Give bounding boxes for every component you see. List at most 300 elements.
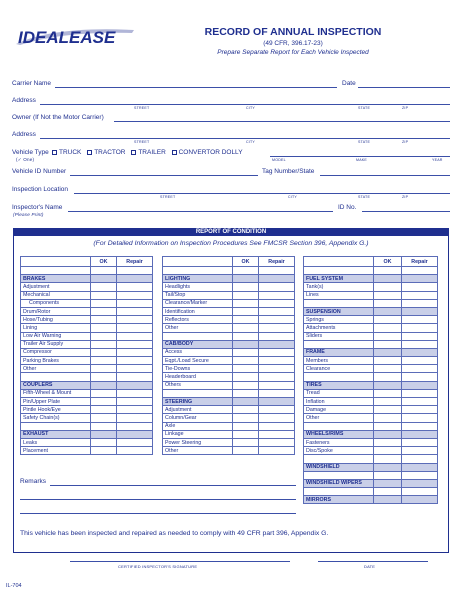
inspection-item-label: Members (304, 357, 374, 365)
repair-checkbox-cell[interactable] (259, 430, 295, 438)
repair-checkbox-cell[interactable] (117, 291, 153, 299)
category-ok-cell (374, 496, 402, 504)
ok-checkbox-cell[interactable] (91, 283, 117, 291)
inspection-item-label: Sliders (304, 332, 374, 340)
spacer-row (304, 455, 438, 463)
category-repair-cell (402, 307, 438, 315)
repair-checkbox-cell[interactable] (259, 406, 295, 414)
make-caption: MAKE (356, 158, 367, 162)
category-row (163, 398, 295, 406)
table-row (163, 357, 295, 365)
repair-checkbox-cell[interactable] (259, 422, 295, 430)
table-row (21, 307, 153, 315)
inspection-item-label: Identification (163, 307, 233, 315)
table-row (21, 316, 153, 324)
ok-checkbox-cell[interactable] (233, 348, 259, 356)
address-field[interactable] (40, 104, 450, 105)
inspection-item-label: Linkage (163, 430, 233, 438)
table-row (163, 438, 295, 446)
spacer-cell (163, 332, 233, 340)
table-row (163, 324, 295, 332)
vehicle-id-field[interactable] (70, 175, 258, 176)
repair-checkbox-cell[interactable] (259, 307, 295, 315)
spacer-cell (402, 299, 438, 307)
repair-checkbox-cell[interactable] (117, 406, 153, 414)
report-heading: REPORT OF CONDITION (13, 228, 449, 236)
repair-checkbox-cell[interactable] (402, 398, 438, 406)
spacer-cell (91, 267, 117, 275)
ok-checkbox-cell[interactable] (374, 406, 402, 414)
category-repair-cell (117, 430, 153, 438)
category-row (304, 348, 438, 356)
inspection-item-label: Lining (21, 324, 91, 332)
category-row (163, 275, 295, 283)
spacer-cell (402, 422, 438, 430)
ok-checkbox-cell[interactable] (91, 291, 117, 299)
ok-checkbox-cell[interactable] (233, 406, 259, 414)
category-repair-cell (117, 275, 153, 283)
ok-checkbox-cell[interactable] (91, 299, 117, 307)
please-print-caption: (Please Print) (13, 212, 44, 217)
ok-checkbox-cell[interactable] (91, 332, 117, 340)
category-heading: LIGHTING (163, 275, 233, 283)
ok-checkbox-cell[interactable] (91, 447, 117, 455)
category-row (21, 381, 153, 389)
spacer-cell (374, 455, 402, 463)
spacer-cell (304, 299, 374, 307)
category-repair-cell (402, 430, 438, 438)
repair-checkbox-cell[interactable] (259, 316, 295, 324)
table-row (304, 324, 438, 332)
ok-checkbox-cell[interactable] (374, 438, 402, 446)
repair-checkbox-cell[interactable] (402, 283, 438, 291)
remarks-line-3[interactable] (20, 513, 296, 514)
repair-checkbox-cell[interactable] (259, 373, 295, 381)
table-row (163, 447, 295, 455)
spacer-cell (402, 373, 438, 381)
spacer-cell (374, 267, 402, 275)
repair-checkbox-cell[interactable] (259, 438, 295, 446)
repair-checkbox-cell[interactable] (402, 332, 438, 340)
category-row (21, 430, 153, 438)
ok-checkbox-cell[interactable] (233, 316, 259, 324)
ok-checkbox-cell[interactable] (233, 438, 259, 446)
signature-date-caption: DATE (364, 564, 376, 569)
table-row (304, 406, 438, 414)
table-header-row (21, 257, 153, 267)
regulation-ref: (49 CFR, 396.17-23) (263, 40, 323, 47)
inspection-item-label: Other (163, 324, 233, 332)
table-row (21, 357, 153, 365)
idealease-logo (14, 24, 138, 50)
spacer-cell (91, 422, 117, 430)
spacer-cell (374, 471, 402, 479)
inspection-location-field[interactable] (74, 193, 450, 194)
repair-checkbox-cell[interactable] (402, 291, 438, 299)
ok-checkbox-cell[interactable] (374, 389, 402, 397)
inspection-item-label: Pin/Upper Plate (21, 398, 91, 406)
ok-checkbox-cell[interactable] (233, 324, 259, 332)
table-row (304, 283, 438, 291)
spacer-row (21, 267, 153, 275)
ok-checkbox-cell[interactable] (374, 357, 402, 365)
ok-column-header: OK (374, 257, 402, 267)
repair-checkbox-cell[interactable] (259, 348, 295, 356)
table-row (21, 332, 153, 340)
street-caption: STREET (160, 195, 176, 199)
ok-checkbox-cell[interactable] (91, 398, 117, 406)
repair-checkbox-cell[interactable] (402, 438, 438, 446)
ok-checkbox-cell[interactable] (233, 291, 259, 299)
inspection-item-label: Other (21, 365, 91, 373)
ok-checkbox-cell[interactable] (233, 307, 259, 315)
category-heading: COUPLERS (21, 381, 91, 389)
repair-checkbox-cell[interactable] (117, 447, 153, 455)
trailer-checkbox[interactable] (131, 150, 136, 155)
category-ok-cell (233, 340, 259, 348)
ok-checkbox-cell[interactable] (91, 389, 117, 397)
repair-checkbox-cell[interactable] (402, 365, 438, 373)
repair-checkbox-cell[interactable] (117, 324, 153, 332)
spacer-cell (374, 373, 402, 381)
repair-checkbox-cell[interactable] (259, 299, 295, 307)
convertor-dolly-label: CONVERTOR DOLLY (178, 149, 243, 156)
category-row (304, 430, 438, 438)
ok-checkbox-cell[interactable] (91, 438, 117, 446)
inspection-item-label: Eqpt./Load Secure (163, 357, 233, 365)
ok-checkbox-cell[interactable] (233, 299, 259, 307)
repair-checkbox-cell[interactable] (117, 348, 153, 356)
id-no-label: ID No. (338, 204, 357, 211)
spacer-cell (163, 389, 233, 397)
ok-checkbox-cell[interactable] (233, 365, 259, 373)
tractor-checkbox[interactable] (87, 150, 92, 155)
ok-checkbox-cell[interactable] (233, 422, 259, 430)
ok-checkbox-cell[interactable] (374, 291, 402, 299)
table-header-row (304, 257, 438, 267)
spacer-row (163, 332, 295, 340)
spacer-row (304, 488, 438, 496)
owner-field[interactable] (114, 121, 450, 122)
category-repair-cell (402, 463, 438, 471)
repair-checkbox-cell[interactable] (117, 299, 153, 307)
ok-checkbox-cell[interactable] (233, 357, 259, 365)
table-row (163, 299, 295, 307)
inspection-item-label: Adjustment (21, 283, 91, 291)
tag-number-field[interactable] (320, 175, 450, 176)
table-row (21, 406, 153, 414)
repair-checkbox-cell[interactable] (117, 365, 153, 373)
repair-checkbox-cell[interactable] (259, 357, 295, 365)
spacer-cell (117, 373, 153, 381)
ok-checkbox-cell[interactable] (374, 316, 402, 324)
category-heading: EXHAUST (21, 430, 91, 438)
repair-checkbox-cell[interactable] (117, 357, 153, 365)
ok-checkbox-cell[interactable] (374, 447, 402, 455)
ok-checkbox-cell[interactable] (91, 324, 117, 332)
address-label: Address (12, 97, 36, 104)
table-row (304, 316, 438, 324)
tractor-label: TRACTOR (94, 149, 126, 156)
category-ok-cell (374, 381, 402, 389)
repair-checkbox-cell[interactable] (117, 438, 153, 446)
owner-address-field[interactable] (40, 138, 450, 139)
repair-checkbox-cell[interactable] (402, 316, 438, 324)
repair-checkbox-cell[interactable] (402, 414, 438, 422)
table-row (21, 398, 153, 406)
category-repair-cell (402, 348, 438, 356)
repair-checkbox-cell[interactable] (402, 389, 438, 397)
ok-checkbox-cell[interactable] (91, 357, 117, 365)
signature-date-field[interactable] (318, 561, 428, 562)
category-repair-cell (259, 340, 295, 348)
zip-caption: ZIP (402, 195, 409, 199)
id-no-field[interactable] (362, 211, 450, 212)
spacer-cell (259, 332, 295, 340)
category-ok-cell (374, 463, 402, 471)
repair-column-header: Repair (402, 257, 438, 267)
spacer-cell (163, 267, 233, 275)
spacer-row (163, 389, 295, 397)
table-row (304, 332, 438, 340)
spacer-cell (374, 340, 402, 348)
ok-checkbox-cell[interactable] (374, 414, 402, 422)
certification-statement: This vehicle has been inspected and repaired as needed to comply with 49 CFR part 396, Appendix G. (20, 530, 329, 537)
table-row (21, 324, 153, 332)
spacer-row (304, 471, 438, 479)
repair-checkbox-cell[interactable] (259, 291, 295, 299)
make-model-year-field[interactable] (270, 156, 450, 157)
repair-column-header: Repair (117, 257, 153, 267)
table-row (163, 307, 295, 315)
spacer-cell (304, 471, 374, 479)
category-row (304, 275, 438, 283)
check-one-caption: (✓ One) (16, 157, 35, 162)
category-ok-cell (374, 348, 402, 356)
inspection-item-label: Damage (304, 406, 374, 414)
inspection-table-3 (303, 256, 438, 504)
ok-checkbox-cell[interactable] (233, 381, 259, 389)
ok-checkbox-cell[interactable] (91, 406, 117, 414)
spacer-cell (402, 267, 438, 275)
spacer-cell (21, 422, 91, 430)
spacer-row (21, 373, 153, 381)
table-row (21, 414, 153, 422)
spacer-cell (233, 389, 259, 397)
inspection-item-label: Low Air Warning (21, 332, 91, 340)
table-row (163, 381, 295, 389)
inspection-item-label: Reflectors (163, 316, 233, 324)
category-heading: BRAKES (21, 275, 91, 283)
category-repair-cell (117, 381, 153, 389)
spacer-row (304, 299, 438, 307)
spacer-cell (304, 455, 374, 463)
table-row (304, 365, 438, 373)
inspection-item-label: Clearance (304, 365, 374, 373)
spacer-row (21, 422, 153, 430)
repair-checkbox-cell[interactable] (402, 406, 438, 414)
repair-checkbox-cell[interactable] (117, 389, 153, 397)
spacer-cell (374, 299, 402, 307)
inspector-name-field[interactable] (68, 211, 333, 212)
inspection-item-label: Clearance/Marker (163, 299, 233, 307)
inspection-item-label: Headerboard (163, 373, 233, 381)
inspection-item-label: Attachments (304, 324, 374, 332)
ok-checkbox-cell[interactable] (91, 348, 117, 356)
category-row (304, 381, 438, 389)
ok-checkbox-cell[interactable] (374, 324, 402, 332)
ok-checkbox-cell[interactable] (91, 340, 117, 348)
inspection-item-label: Fifth-Wheel & Mount (21, 389, 91, 397)
inspection-item-label: Mechanical (21, 291, 91, 299)
ok-column-header: OK (91, 257, 117, 267)
category-row (21, 275, 153, 283)
table-row (21, 291, 153, 299)
city-caption: CITY (246, 106, 255, 110)
spacer-cell (21, 267, 91, 275)
inspection-item-label: Trailer Air Supply (21, 340, 91, 348)
street-caption: STREET (134, 140, 150, 144)
repair-checkbox-cell[interactable] (402, 357, 438, 365)
form-title: RECORD OF ANNUAL INSPECTION (204, 26, 382, 38)
ok-checkbox-cell[interactable] (233, 373, 259, 381)
category-heading: CAB/BODY (163, 340, 233, 348)
carrier-name-field[interactable] (55, 87, 337, 88)
category-ok-cell (91, 275, 117, 283)
repair-checkbox-cell[interactable] (259, 447, 295, 455)
repair-checkbox-cell[interactable] (117, 398, 153, 406)
convertor-dolly-checkbox[interactable] (172, 150, 177, 155)
category-heading: FRAME (304, 348, 374, 356)
category-heading: SUSPENSION (304, 307, 374, 315)
table-row (304, 291, 438, 299)
table-row (21, 389, 153, 397)
spacer-cell (233, 332, 259, 340)
spacer-row (304, 373, 438, 381)
ok-checkbox-cell[interactable] (374, 398, 402, 406)
zip-caption: ZIP (402, 140, 409, 144)
instruction-text: Prepare Separate Report for Each Vehicle Inspected (217, 49, 369, 56)
report-note: (For Detailed Information on Inspection Procedures See FMCSR Section 396, Appendix G.) (93, 240, 369, 247)
ok-checkbox-cell[interactable] (233, 447, 259, 455)
ok-checkbox-cell[interactable] (91, 414, 117, 422)
inspection-item-label: Lines (304, 291, 374, 299)
repair-checkbox-cell[interactable] (259, 414, 295, 422)
category-heading: FUEL SYSTEM (304, 275, 374, 283)
spacer-cell (259, 267, 295, 275)
ok-checkbox-cell[interactable] (374, 283, 402, 291)
inspection-item-label: Drum/Rotor (21, 307, 91, 315)
city-caption: CITY (246, 140, 255, 144)
repair-checkbox-cell[interactable] (117, 283, 153, 291)
inspection-item-label: Access (163, 348, 233, 356)
spacer-cell (304, 373, 374, 381)
inspection-item-label: Headlights (163, 283, 233, 291)
ok-checkbox-cell[interactable] (233, 283, 259, 291)
table-row (21, 348, 153, 356)
table-row (163, 430, 295, 438)
date-label: Date (342, 80, 356, 87)
inspection-item-label: Parking Brakes (21, 357, 91, 365)
inspection-item-label: Tail/Stop (163, 291, 233, 299)
spacer-row (304, 267, 438, 275)
spacer-cell (304, 488, 374, 496)
repair-checkbox-cell[interactable] (259, 283, 295, 291)
ok-checkbox-cell[interactable] (233, 414, 259, 422)
spacer-cell (402, 455, 438, 463)
inspection-table-2 (162, 256, 295, 455)
category-row (304, 307, 438, 315)
category-heading: WINDSHIELD (304, 463, 374, 471)
category-ok-cell (374, 275, 402, 283)
category-row (304, 479, 438, 487)
ok-checkbox-cell[interactable] (233, 430, 259, 438)
repair-checkbox-cell[interactable] (117, 307, 153, 315)
signature-caption: CERTIFIED INSPECTOR'S SIGNATURE (118, 564, 198, 569)
spacer-cell (402, 488, 438, 496)
repair-checkbox-cell[interactable] (259, 381, 295, 389)
ok-checkbox-cell[interactable] (91, 365, 117, 373)
inspection-item-label: Compressor (21, 348, 91, 356)
repair-checkbox-cell[interactable] (259, 365, 295, 373)
inspection-item-label: Inflation (304, 398, 374, 406)
repair-checkbox-cell[interactable] (402, 324, 438, 332)
category-repair-cell (259, 275, 295, 283)
repair-checkbox-cell[interactable] (117, 414, 153, 422)
spacer-row (304, 340, 438, 348)
inspection-item-label: Other (304, 414, 374, 422)
vehicle-type-label: Vehicle Type (12, 149, 49, 156)
remarks-line-2[interactable] (20, 499, 296, 500)
table-row (163, 348, 295, 356)
repair-checkbox-cell[interactable] (117, 332, 153, 340)
spacer-cell (259, 389, 295, 397)
remarks-line-1[interactable] (50, 485, 296, 486)
table-row (21, 438, 153, 446)
spacer-cell (117, 422, 153, 430)
table-row (304, 398, 438, 406)
spacer-cell (117, 267, 153, 275)
table-row (304, 438, 438, 446)
spacer-cell (304, 340, 374, 348)
ok-checkbox-cell[interactable] (374, 332, 402, 340)
repair-checkbox-cell[interactable] (117, 340, 153, 348)
repair-checkbox-cell[interactable] (259, 324, 295, 332)
inspection-item-label: Hose/Tubing (21, 316, 91, 324)
inspection-item-label: Tread (304, 389, 374, 397)
repair-checkbox-cell[interactable] (402, 447, 438, 455)
date-field[interactable] (358, 87, 450, 88)
signature-field[interactable] (70, 561, 290, 562)
tag-number-label: Tag Number/State (262, 168, 315, 175)
table-row (163, 365, 295, 373)
ok-checkbox-cell[interactable] (374, 365, 402, 373)
table-row (163, 422, 295, 430)
truck-checkbox[interactable] (52, 150, 57, 155)
ok-checkbox-cell[interactable] (91, 307, 117, 315)
table-row (21, 283, 153, 291)
category-row (304, 496, 438, 504)
owner-address-label: Address (12, 131, 36, 138)
repair-checkbox-cell[interactable] (117, 316, 153, 324)
table-row (21, 340, 153, 348)
inspection-item-label: Power Steering (163, 438, 233, 446)
spacer-cell (21, 373, 91, 381)
category-heading: WINDSHIELD WIPERS (304, 479, 374, 487)
ok-checkbox-cell[interactable] (91, 316, 117, 324)
spacer-cell (402, 471, 438, 479)
header-blank-cell (304, 257, 374, 267)
